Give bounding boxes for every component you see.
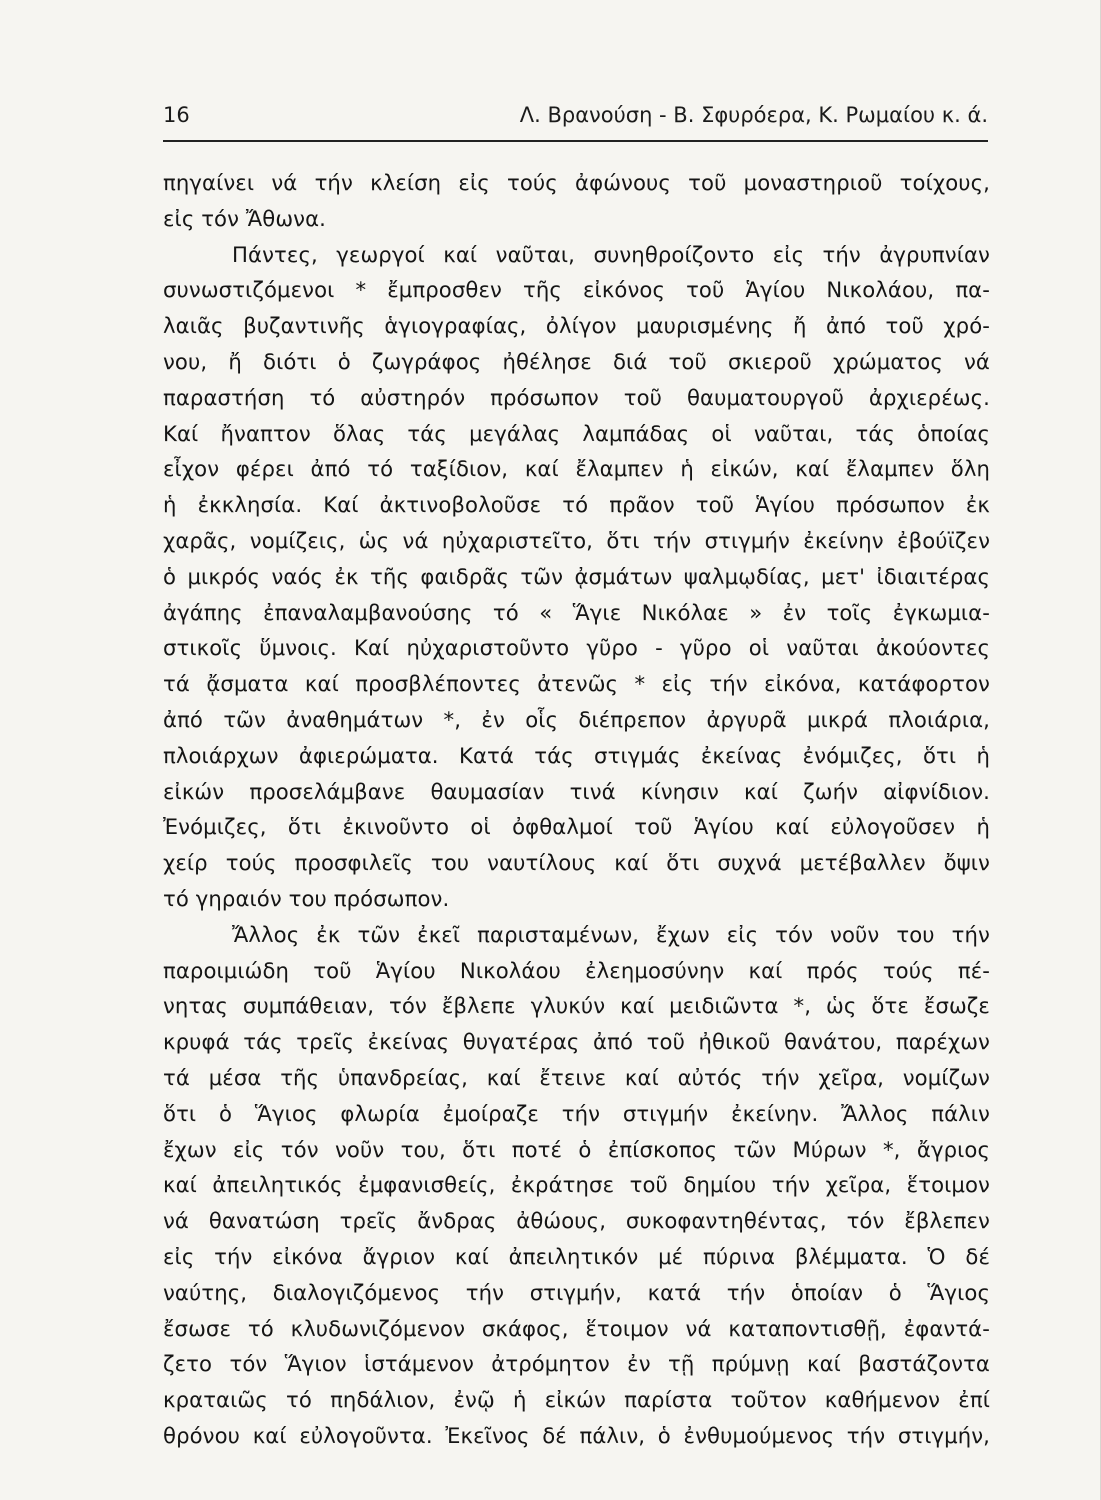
text-line: κραταιῶς τό πηδάλιον, ἐνῷ ἡ εἰκών παρίστα τοῦτον καθήμενον ἐπί — [163, 1387, 990, 1413]
text-line: εἰκών προσελάμβανε θαυμασίαν τινά κίνησιν καί ζωήν αἰφνίδιον. — [163, 778, 990, 804]
text-line: νου, ἤ διότι ὁ ζωγράφος ἠθέλησε διά τοῦ σκιεροῦ χρώματος νά — [163, 348, 990, 374]
text-line: Ἐνόμιζες, ὅτι ἐκινοῦντο οἱ ὀφθαλμοί τοῦ Ἁγίου καί εὐλογοῦσεν ἡ — [163, 814, 990, 840]
text-line: Καί ἤναπτον ὅλας τάς μεγάλας λαμπάδας οἱ ναῦται, τάς ὁποίας — [163, 420, 990, 446]
text-line: νητας συμπάθειαν, τόν ἔβλεπε γλυκύν καί μειδιῶντα *, ὡς ὅτε ἔσωζε — [163, 993, 990, 1019]
text-line: εἶχον φέρει ἀπό τό ταξίδιον, καί ἔλαμπεν ἡ εἰκών, καί ἔλαμπεν ὅλη — [163, 456, 990, 482]
text-line: χείρ τούς προσφιλεῖς του ναυτίλους καί ὅτι συχνά μετέβαλλεν ὄψιν — [163, 850, 990, 876]
text-line: ἔσωσε τό κλυδωνιζόμενον σκάφος, ἕτοιμον νά καταποντισθῇ, ἐφαντά- — [163, 1315, 990, 1341]
text-line: ὁ μικρός ναός ἐκ τῆς φαιδρᾶς τῶν ᾀσμάτων ψαλμῳδίας, μετ' ἰδιαιτέρας — [163, 563, 990, 589]
text-line: ζετο τόν Ἅγιον ἱστάμενον ἀτρόμητον ἐν τῇ πρύμνῃ καί βαστάζοντα — [163, 1351, 990, 1377]
text-line: ναύτης, διαλογιζόμενος τήν στιγμήν, κατά τήν ὁποίαν ὁ Ἅγιος — [163, 1279, 990, 1305]
text-line: ὅτι ὁ Ἅγιος φλωρία ἐμοίραζε τήν στιγμήν ἐκείνην. Ἄλλος πάλιν — [163, 1100, 990, 1126]
text-line: ἔχων εἰς τόν νοῦν του, ὅτι ποτέ ὁ ἐπίσκοπος τῶν Μύρων *, ἄγριος — [163, 1136, 990, 1162]
text-line: πλοιάρχων ἀφιερώματα. Κατά τάς στιγμάς ἐκείνας ἐνόμιζες, ὅτι ἡ — [163, 742, 990, 768]
text-line: ἡ ἐκκλησία. Καί ἀκτινοβολοῦσε τό πρᾶον τοῦ Ἁγίου πρόσωπον ἐκ — [163, 492, 990, 518]
text-line: παραστήση τό αὐστηρόν πρόσωπον τοῦ θαυματουργοῦ ἀρχιερέως. — [163, 384, 990, 410]
text-line: στικοῖς ὕμνοις. Καί ηὐχαριστοῦντο γῦρο - γῦρο οἱ ναῦται ἀκούοντες — [163, 635, 990, 661]
text-line: Ἄλλος ἐκ τῶν ἐκεῖ παρισταμένων, ἔχων εἰς τόν νοῦν του τήν — [232, 921, 990, 947]
body-text — [163, 165, 990, 1454]
text-line: τό γηραιόν του πρόσωπον. — [163, 885, 450, 911]
text-line: νά θανατώση τρεῖς ἄνδρας ἀθώους, συκοφαντηθέντας, τόν ἔβλεπεν — [163, 1208, 990, 1234]
text-line: τά μέσα τῆς ὑπανδρείας, καί ἔτεινε καί αὐτός τήν χεῖρα, νομίζων — [163, 1064, 990, 1090]
page-number: 16 — [163, 103, 190, 127]
text-line: εἰς τόν Ἄθωνα. — [163, 205, 327, 231]
text-line: πηγαίνει νά τήν κλείση εἰς τούς ἀφώνους τοῦ μοναστηριοῦ τοίχους, — [163, 170, 990, 195]
text-line: εἰς τήν εἰκόνα ἄγριον καί ἀπειλητικόν μέ πύρινα βλέμματα. Ὁ δέ — [163, 1243, 990, 1269]
text-line: παροιμιώδη τοῦ Ἁγίου Νικολάου ἐλεημοσύνην καί πρός τούς πέ- — [163, 957, 990, 983]
page-header — [163, 100, 988, 142]
text-line: κρυφά τάς τρεῖς ἐκείνας θυγατέρας ἀπό τοῦ ἠθικοῦ θανάτου, παρέχων — [163, 1029, 990, 1055]
running-head: Λ. Βρανούση - Β. Σφυρόερα, Κ. Ρωμαίου κ. ά. — [519, 103, 988, 127]
text-line: καί ἀπειλητικός ἐμφανισθείς, ἐκράτησε τοῦ δημίου τήν χεῖρα, ἕτοιμον — [163, 1172, 990, 1198]
text-line: Πάντες, γεωργοί καί ναῦται, συνηθροίζοντο εἰς τήν ἀγρυπνίαν — [232, 241, 990, 267]
text-line: συνωστιζόμενοι * ἔμπροσθεν τῆς εἰκόνος τοῦ Ἁγίου Νικολάου, πα- — [163, 277, 990, 303]
text-line: ἀγάπης ἐπαναλαμβανούσης τό « Ἅγιε Νικόλαε » ἐν τοῖς ἐγκωμια- — [163, 599, 990, 625]
text-line: τά ᾄσματα καί προσβλέποντες ἀτενῶς * εἰς τήν εἰκόνα, κατάφορτον — [163, 671, 990, 697]
text-line: χαρᾶς, νομίζεις, ὡς νά ηὐχαριστεῖτο, ὅτι τήν στιγμήν ἐκείνην ἐβούϊζεν — [163, 527, 990, 553]
text-line: θρόνου καί εὐλογοῦντα. Ἐκεῖνος δέ πάλιν, ὁ ἐνθυμούμενος τήν στιγμήν, — [163, 1422, 990, 1448]
text-line: ἀπό τῶν ἀναθημάτων *, ἐν οἷς διέπρεπον ἀργυρᾶ μικρά πλοιάρια, — [163, 706, 990, 732]
text-line: λαιᾶς βυζαντινῆς ἁγιογραφίας, ὀλίγον μαυρισμένης ἤ ἀπό τοῦ χρό- — [163, 313, 990, 339]
